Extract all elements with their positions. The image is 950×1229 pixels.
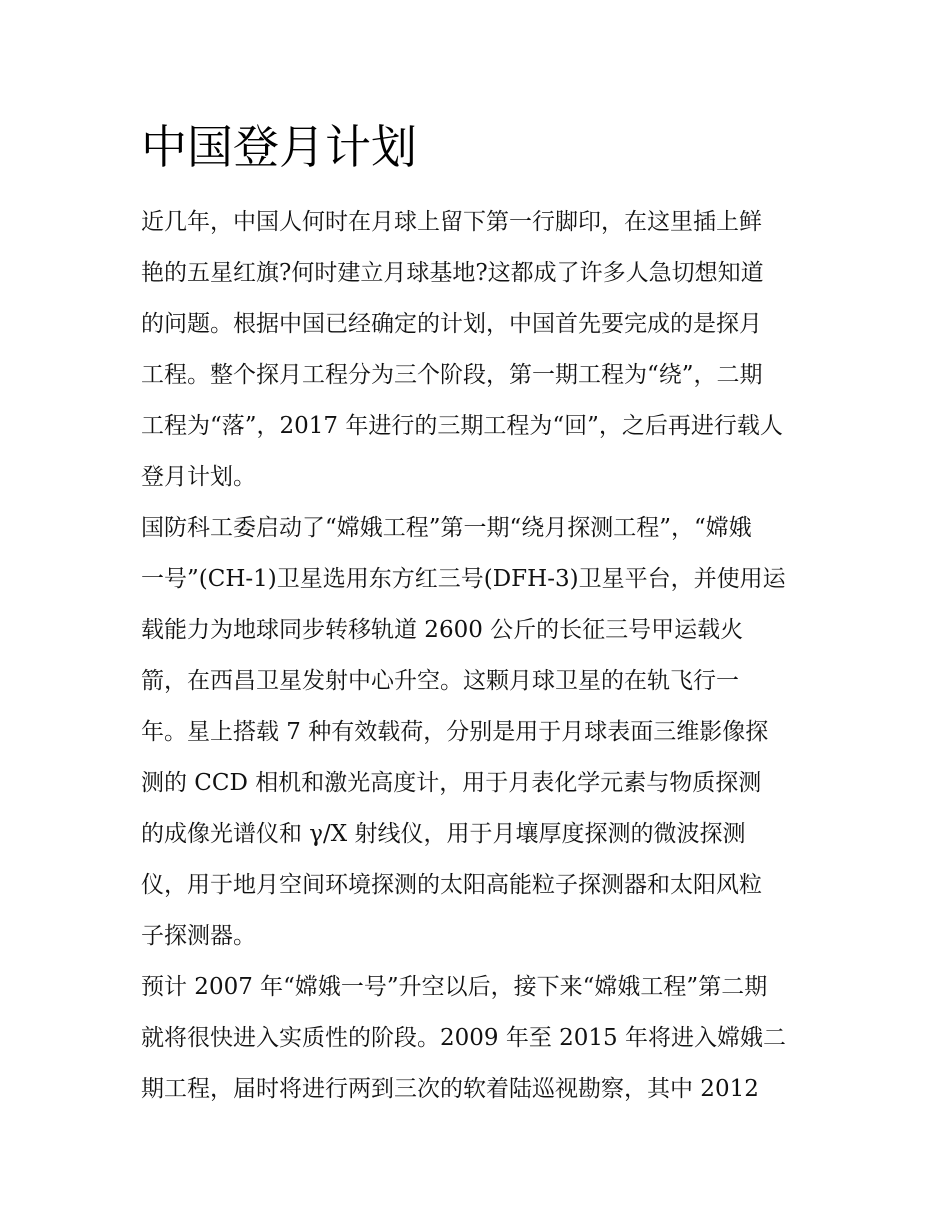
text-line: 的成像光谱仪和 γ/X 射线仪，用于月壤厚度探测的微波探测 [141,821,746,847]
paragraph-phases [141,197,813,503]
text-line: 工程为“落”，2017 年进行的三期工程为“回”，之后再进行载人 [141,413,783,439]
text-line: 仪，用于地月空间环境探测的太阳高能粒子探测器和太阳风粒 [141,872,762,898]
text-line: 预计 2007 年“嫦娥一号”升空以后，接下来“嫦娥工程”第二期 [141,974,768,1000]
text-line: 艳的五星红旗?何时建立月球基地?这都成了许多人急切想知道 [141,260,764,286]
paragraph-phase-two [141,962,813,1115]
page-title: 中国登月计划 [141,120,417,174]
text-line: 的问题。根据中国已经确定的计划，中国首先要完成的是探月 [141,311,762,337]
text-line: 一号”(CH-1)卫星选用东方红三号(DFH-3)卫星平台，并使用运 [141,566,786,592]
text-line: 近几年，中国人何时在月球上留下第一行脚印，在这里插上鲜 [141,209,762,235]
paragraph-chang-e-1 [141,503,813,962]
text-line: 工程。整个探月工程分为三个阶段，第一期工程为“绕”，二期 [141,362,763,388]
text-line: 年。星上搭载 7 种有效载荷，分别是用于月球表面三维影像探 [141,719,769,745]
document-body [141,197,813,1115]
text-line: 箭，在西昌卫星发射中心升空。这颗月球卫星的在轨飞行一 [141,668,739,694]
text-line: 载能力为地球同步转移轨道 2600 公斤的长征三号甲运载火 [141,617,744,643]
text-line: 子探测器。 [141,923,256,949]
text-line: 就将很快进入实质性的阶段。2009 年至 2015 年将进入嫦娥二 [141,1025,786,1051]
text-line: 测的 CCD 相机和激光高度计，用于月表化学元素与物质探测 [141,770,762,796]
text-line: 国防科工委启动了“嫦娥工程”第一期“绕月探测工程”，“嫦娥 [141,515,752,541]
text-line: 期工程，届时将进行两到三次的软着陆巡视勘察，其中 2012 [141,1076,759,1102]
text-line: 登月计划。 [141,464,256,490]
